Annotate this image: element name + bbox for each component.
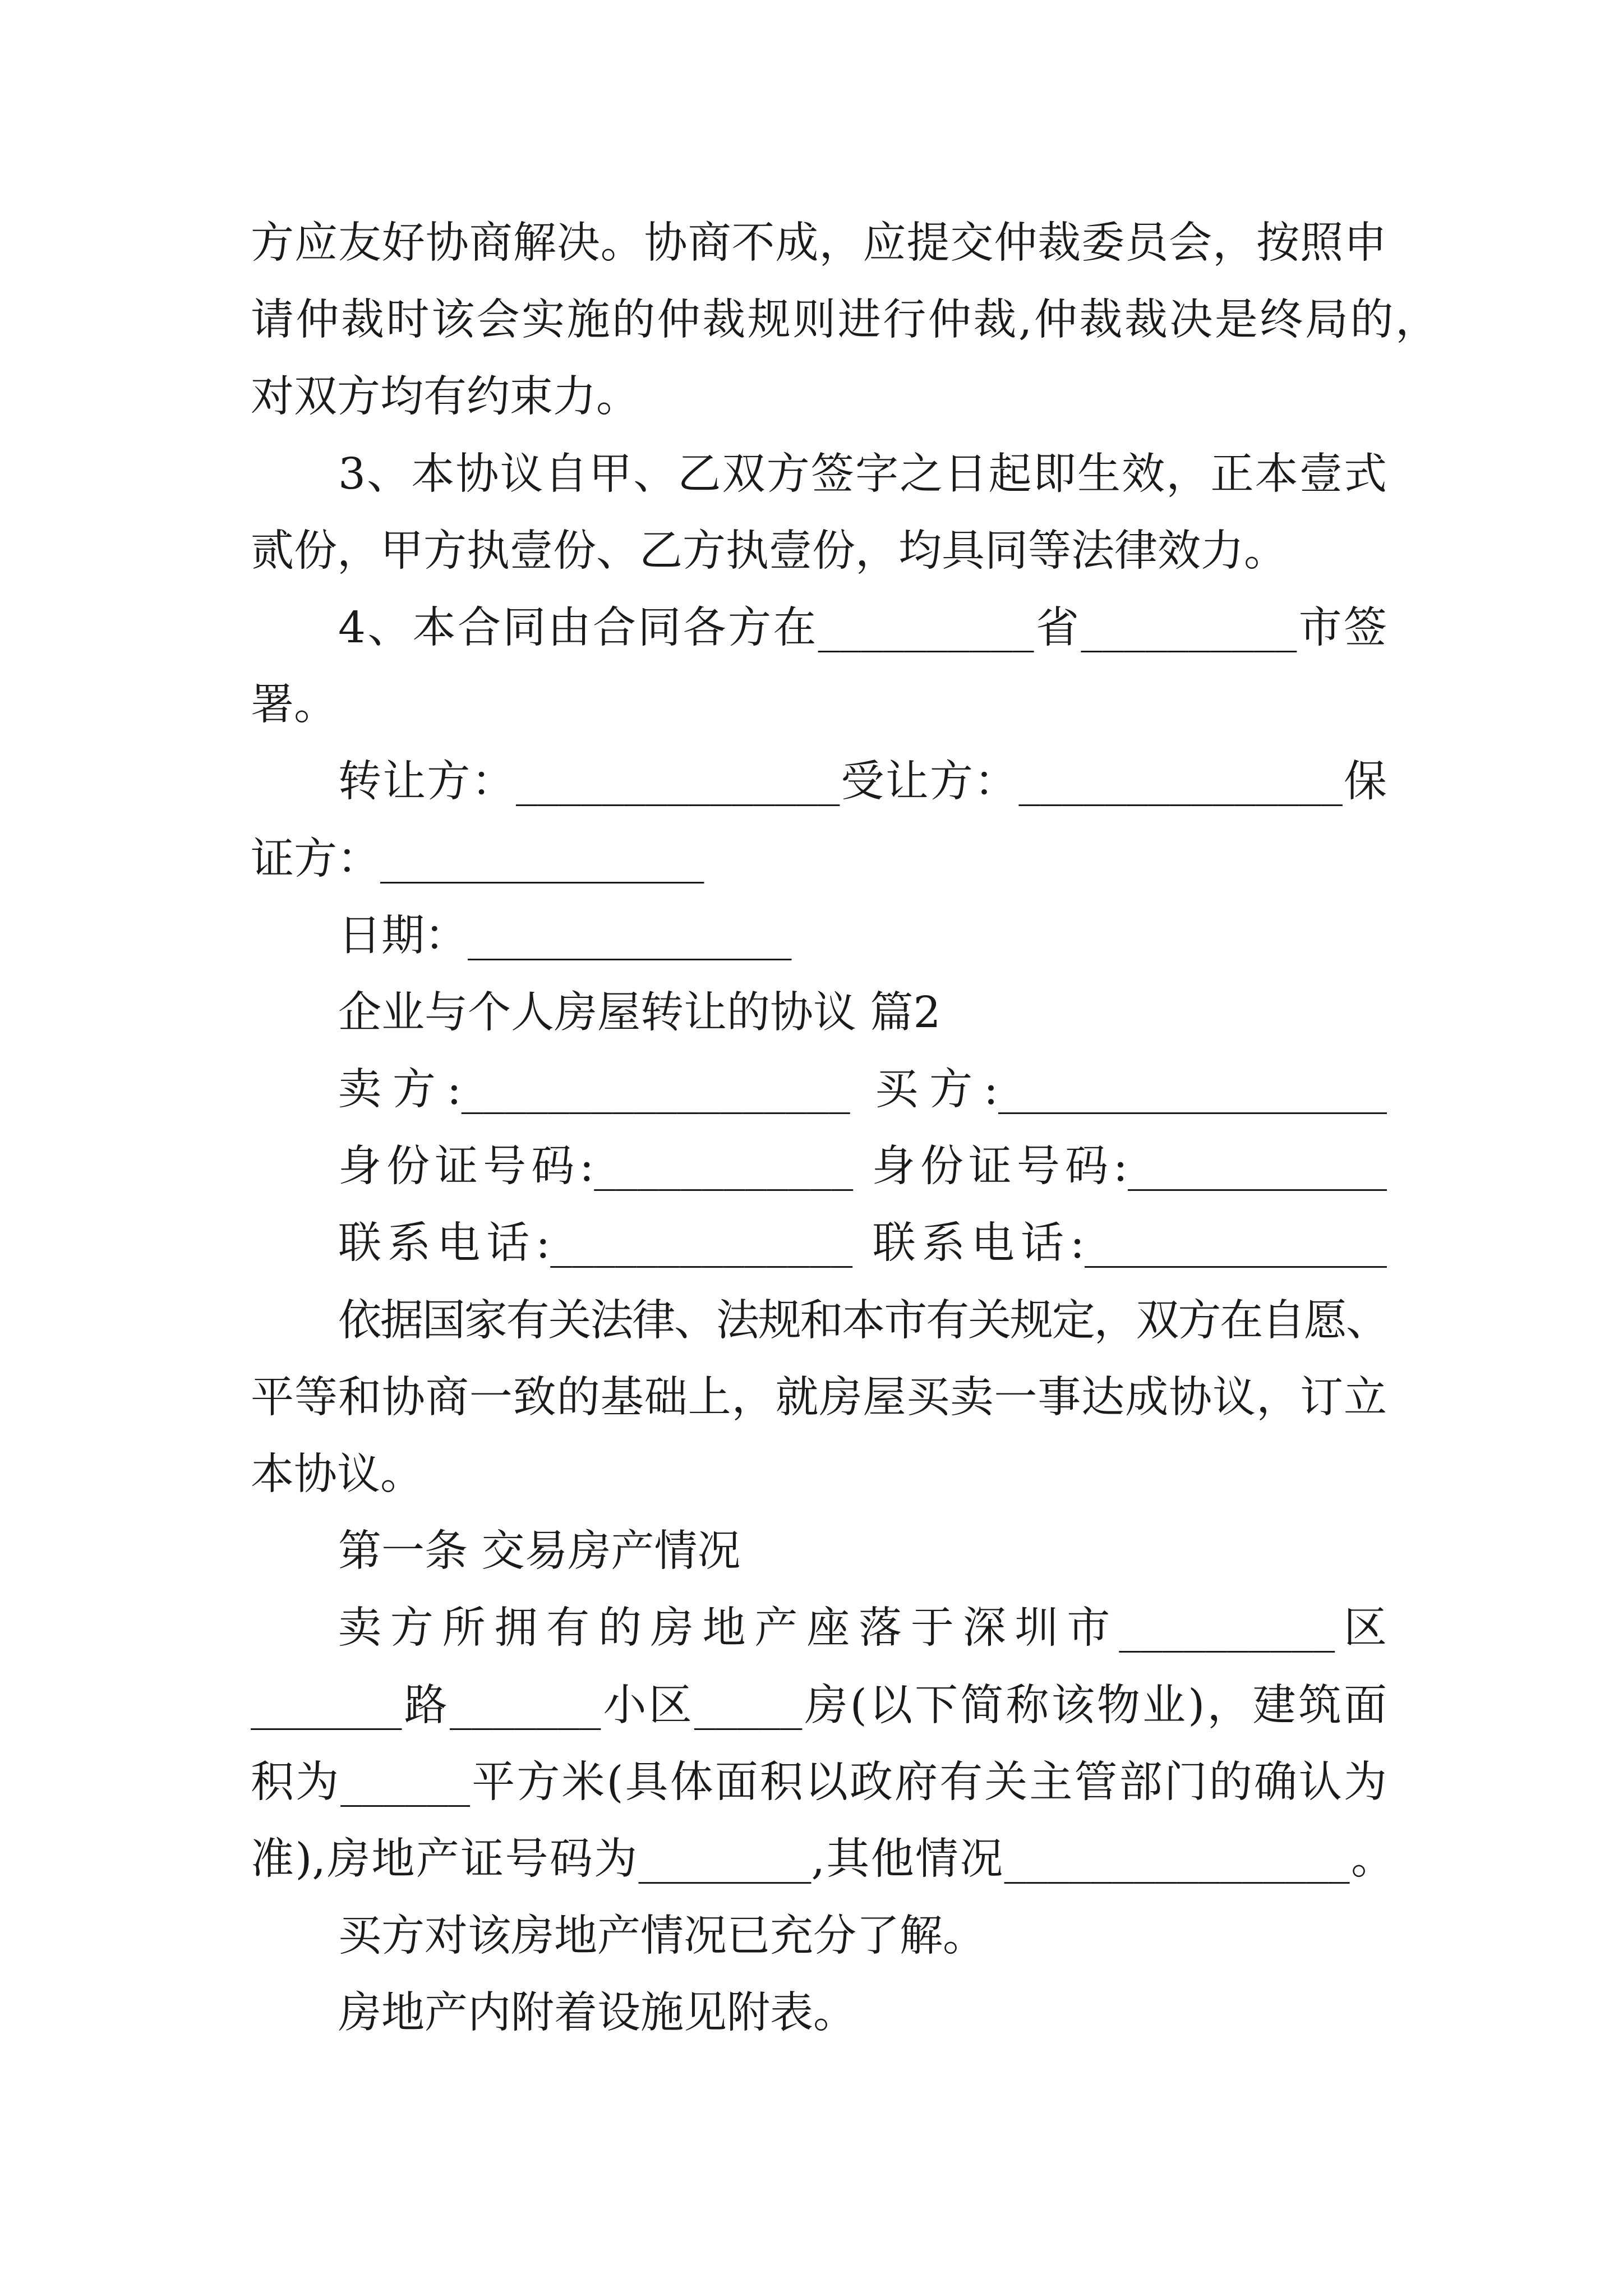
fill-in-blank: _______________ bbox=[468, 910, 792, 961]
signature-label: 受让方： bbox=[840, 757, 1019, 807]
fill-in-blank: _____ bbox=[694, 1680, 803, 1731]
line-text: 区 bbox=[1335, 1603, 1387, 1654]
paragraph-line bbox=[251, 358, 1387, 435]
field-label: 联系电话: bbox=[852, 1218, 1085, 1269]
paragraph-line bbox=[251, 205, 1387, 282]
line-text: 卖方所拥有的房地产座落于深圳市 bbox=[338, 1603, 1119, 1654]
line-text: 平方米(具体面积以政府有关主管部门的确认为 bbox=[470, 1757, 1387, 1807]
fill-in-blank: _______ bbox=[449, 1680, 601, 1731]
line-text: 积为 bbox=[251, 1757, 341, 1807]
date-line bbox=[338, 898, 1387, 974]
fill-in-blank: ________ bbox=[638, 1834, 811, 1884]
paragraph-line bbox=[338, 1590, 1387, 1667]
line-text: 方应友好协商解决。协商不成，应提交仲裁委员会，按照申 bbox=[251, 218, 1387, 268]
fill-in-blank: __________________ bbox=[998, 1065, 1387, 1115]
signature-label: 证方： bbox=[251, 834, 380, 884]
clause-3-line bbox=[338, 436, 1387, 513]
signature-label: 保 bbox=[1342, 757, 1387, 807]
line-text: 省 bbox=[1034, 602, 1081, 653]
line-text: 本协议。 bbox=[251, 1450, 423, 1499]
fill-in-blank: ____________ bbox=[1128, 1142, 1387, 1192]
party-label: 卖方: bbox=[338, 1065, 462, 1115]
heading-text: 第一条 交易房产情况 bbox=[338, 1526, 741, 1577]
article-heading bbox=[338, 1513, 1387, 1590]
paragraph-line bbox=[251, 1667, 1387, 1744]
party-line bbox=[338, 1051, 1387, 1128]
fill-in-blank: ______________ bbox=[1085, 1218, 1387, 1269]
phone-line bbox=[338, 1205, 1387, 1282]
paragraph-line bbox=[251, 513, 1387, 590]
paragraph-line bbox=[338, 1282, 1387, 1359]
line-text: 贰份，甲方执壹份、乙方执壹份，均具同等法律效力。 bbox=[251, 526, 1287, 576]
field-label: 身份证号码: bbox=[338, 1142, 594, 1192]
paragraph-line bbox=[251, 666, 1387, 743]
fill-in-blank: _______________ bbox=[1018, 757, 1343, 807]
fill-in-blank: __________ bbox=[818, 602, 1034, 653]
paragraph-line bbox=[251, 1744, 1387, 1821]
fill-in-blank: ______________ bbox=[550, 1218, 853, 1269]
line-text: 对双方均有约束力。 bbox=[251, 372, 639, 422]
clause-4-line bbox=[338, 590, 1387, 666]
document-body bbox=[251, 205, 1438, 2052]
fill-in-blank: __________ bbox=[1119, 1603, 1335, 1654]
line-text: 请仲裁时该会实施的仲裁规则进行仲裁,仲裁裁决是终局的， bbox=[251, 295, 1438, 346]
section-heading bbox=[338, 974, 1387, 1051]
fill-in-blank: _______________ bbox=[380, 834, 704, 884]
signature-line bbox=[251, 821, 1387, 898]
line-text: 。 bbox=[1349, 1834, 1394, 1884]
paragraph-line bbox=[251, 1359, 1387, 1436]
field-label: 身份证号码: bbox=[853, 1142, 1128, 1192]
fill-in-blank: __________________ bbox=[461, 1065, 850, 1115]
id-number-line bbox=[338, 1128, 1387, 1205]
paragraph-line bbox=[338, 1975, 1387, 2051]
party-label: 买方: bbox=[850, 1065, 998, 1115]
line-text: 房(以下简称该物业)，建筑面 bbox=[802, 1680, 1387, 1731]
line-text: 买方对该房地产情况已充分了解。 bbox=[338, 1911, 986, 1962]
fill-in-blank: ________________ bbox=[1004, 1834, 1350, 1884]
fill-in-blank: _______________ bbox=[515, 757, 840, 807]
line-text: 路 bbox=[402, 1680, 450, 1731]
paragraph-line bbox=[338, 1898, 1387, 1975]
fill-in-blank: ____________ bbox=[594, 1142, 854, 1192]
fill-in-blank: ______ bbox=[340, 1757, 471, 1807]
line-text: 4、本合同由合同各方在 bbox=[338, 602, 818, 653]
date-label: 日期： bbox=[338, 910, 468, 961]
signature-line bbox=[338, 743, 1387, 820]
line-text: 小区 bbox=[601, 1680, 694, 1731]
field-label: 联系电话: bbox=[338, 1218, 551, 1269]
line-text: 3、本协议自甲、乙双方签字之日起即生效，正本壹式 bbox=[338, 449, 1387, 499]
line-text: 准),房地产证号码为 bbox=[251, 1834, 639, 1884]
line-text: 署。 bbox=[251, 680, 337, 730]
fill-in-blank: __________ bbox=[1081, 602, 1297, 653]
paragraph-line bbox=[251, 1436, 1387, 1513]
paragraph-line bbox=[251, 282, 1438, 358]
line-text: 平等和协商一致的基础上，就房屋买卖一事达成协议，订立 bbox=[251, 1372, 1387, 1423]
heading-text: 企业与个人房屋转让的协议 篇2 bbox=[338, 987, 941, 1038]
line-text: 依据国家有关法律、法规和本市有关规定，双方在自愿、 bbox=[338, 1295, 1387, 1346]
fill-in-blank: _______ bbox=[251, 1680, 402, 1731]
line-text: 房地产内附着设施见附表。 bbox=[338, 1988, 856, 2039]
line-text: 市签 bbox=[1297, 602, 1387, 653]
signature-label: 转让方： bbox=[338, 757, 516, 807]
line-text: ,其他情况 bbox=[811, 1834, 1004, 1884]
paragraph-line bbox=[251, 1821, 1394, 1898]
